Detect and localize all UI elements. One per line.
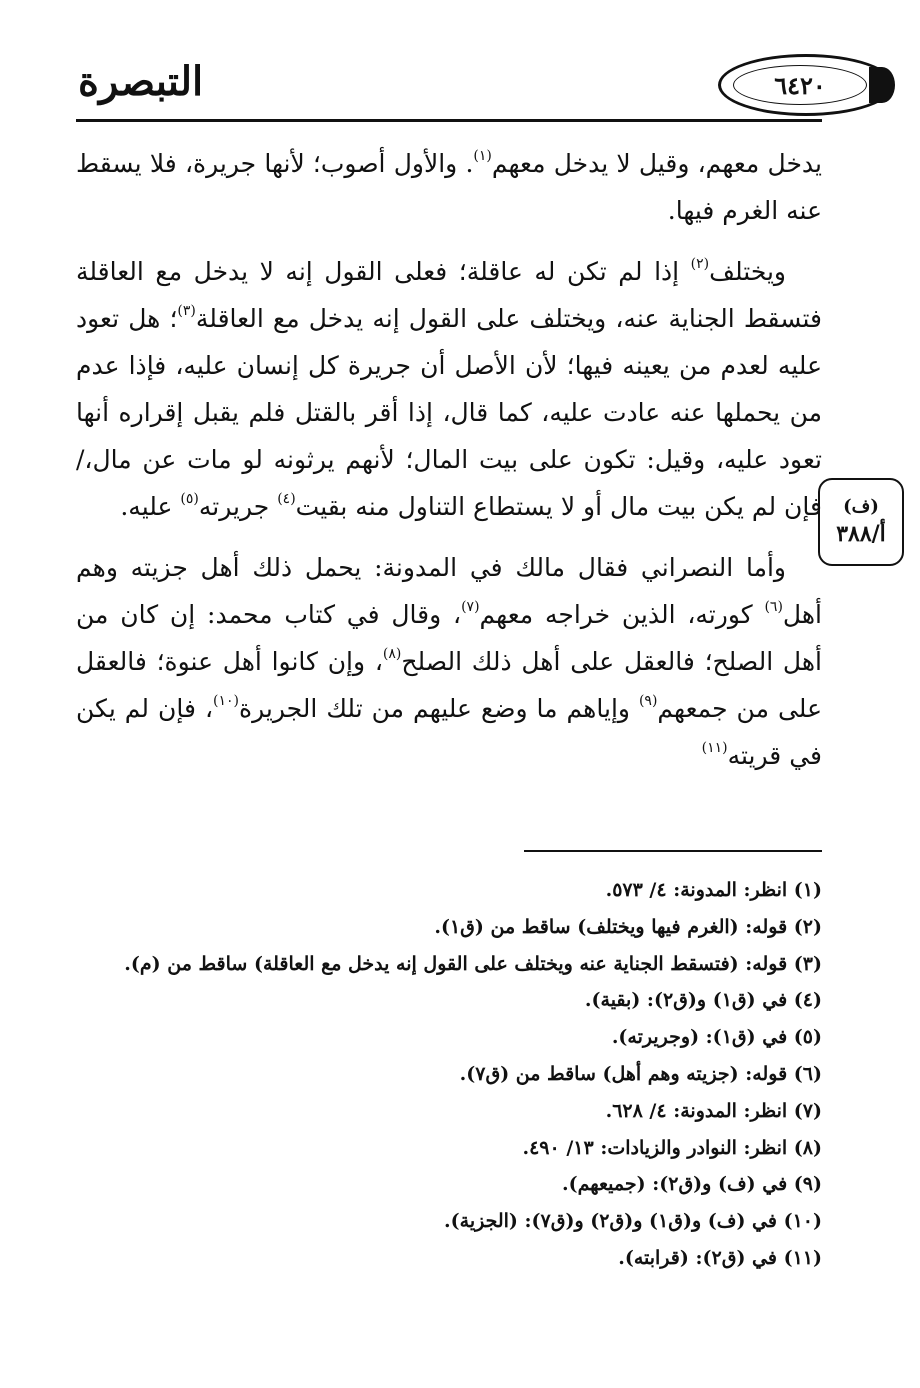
footnote-ref: (٥) — [180, 491, 199, 507]
paragraph-3 — [76, 544, 822, 779]
folio-source: (ف) — [843, 496, 879, 517]
footnote: (١٠) في (ف) و(ق١) و(ق٢) و(ق٧): (الجزية). — [444, 1210, 822, 1233]
text-segment: ، فإن لم يكن في قريته — [76, 694, 822, 770]
text-segment: جريرته — [198, 492, 278, 521]
text-segment: ؛ هل تعود عليه لعدم من يعينه فيها؛ لأن الأصل أن جريرة كل إنسان عليه، فإذا عدم من يحملها عنه عادت عليه، كما قال، إذا أقر بالقتل فلم يقبل إقراره أنها تعود عليه، وقيل: تكون على بيت المال؛ لأنهم يرثونه لو مات عن مال،/ فإن لم يكن بيت مال أو لا يستطاع التناول منه بقيت — [76, 304, 822, 521]
footnote-ref: (٣) — [177, 303, 196, 319]
footnote: (٨) انظر: النوادر والزيادات: ١٣/ ٤٩٠. — [522, 1136, 822, 1159]
footnote-ref: (٤) — [277, 491, 296, 507]
footnote: (١) انظر: المدونة: ٤/ ٥٧٣. — [605, 879, 822, 901]
folio-number: أ/٣٨٨ — [836, 521, 886, 547]
footnote: (١١) في (ق٢): (قرابته). — [618, 1246, 822, 1269]
badge-ornament — [869, 67, 895, 103]
footnote-ref: (١١) — [701, 740, 728, 756]
text-segment: ويختلف — [709, 257, 786, 286]
footnote: (٦) قوله: (جزيته وهم أهل) ساقط من (ق٧). — [459, 1062, 822, 1085]
text-segment: إذا لم تكن له عاقلة؛ فعلى القول إنه لا يدخل مع العاقلة فتسقط الجناية عنه، ويختلف على القول إنه يدخل مع العاقلة — [76, 257, 822, 333]
footnote-ref: (٩) — [638, 693, 658, 709]
page-header — [70, 52, 826, 122]
page-number: ٦٤٢٠ — [733, 65, 867, 105]
paragraph-1 — [76, 140, 822, 234]
page-number-badge — [718, 54, 894, 116]
footnote-ref: (٨) — [382, 646, 402, 662]
main-text — [76, 140, 822, 793]
text-segment: . والأول أصوب؛ لأنها جريرة، فلا يسقط عنه الغرم فيها. — [76, 149, 822, 225]
paragraph-2 — [76, 248, 822, 530]
footnote: (٢) قوله: (الغرم فيها ويختلف) ساقط من (ق١). — [434, 915, 822, 938]
footnote: (٩) في (ف) و(ق٢): (جميعهم). — [561, 1173, 822, 1196]
footnotes — [76, 872, 822, 1277]
footnote-ref: (١٠) — [213, 693, 240, 709]
text-segment: كورته، الذين خراجه معهم — [479, 600, 765, 629]
footnote: (٤) في (ق١) و(ق٢): (بقية). — [584, 989, 822, 1012]
footnote: (٥) في (ق١): (وجريرته). — [611, 1026, 822, 1049]
footnote-divider — [524, 850, 822, 852]
book-title: التبصرة — [78, 58, 204, 105]
text-segment: ، وإن كانوا أهل عنوة؛ فالعقل على من جمعهم — [76, 647, 822, 723]
footnote-ref: (١) — [473, 148, 492, 164]
footnote-ref: (٧) — [461, 599, 480, 615]
footnote-ref: (٦) — [764, 599, 783, 615]
text-segment: وإياهم ما وضع عليهم من تلك الجريرة — [239, 694, 639, 723]
manuscript-folio-note — [818, 478, 904, 566]
text-segment: وأما النصراني فقال مالك في المدونة: يحمل ذلك أهل جزيته وهم أهل — [76, 553, 822, 629]
footnote-ref: (٢) — [690, 256, 710, 272]
text-segment: يدخل معهم، وقيل لا يدخل معهم — [491, 149, 822, 178]
header-divider — [76, 119, 822, 122]
footnote: (٣) قوله: (فتسقط الجناية عنه ويختلف على القول إنه يدخل مع العاقلة) ساقط من (م). — [124, 952, 822, 975]
text-segment: ، وقال في كتاب محمد: إن كان من أهل الصلح؛ فالعقل على أهل ذلك الصلح — [76, 600, 822, 676]
text-segment: عليه. — [120, 492, 181, 521]
footnote: (٧) انظر: المدونة: ٤/ ٦٢٨. — [605, 1099, 822, 1122]
